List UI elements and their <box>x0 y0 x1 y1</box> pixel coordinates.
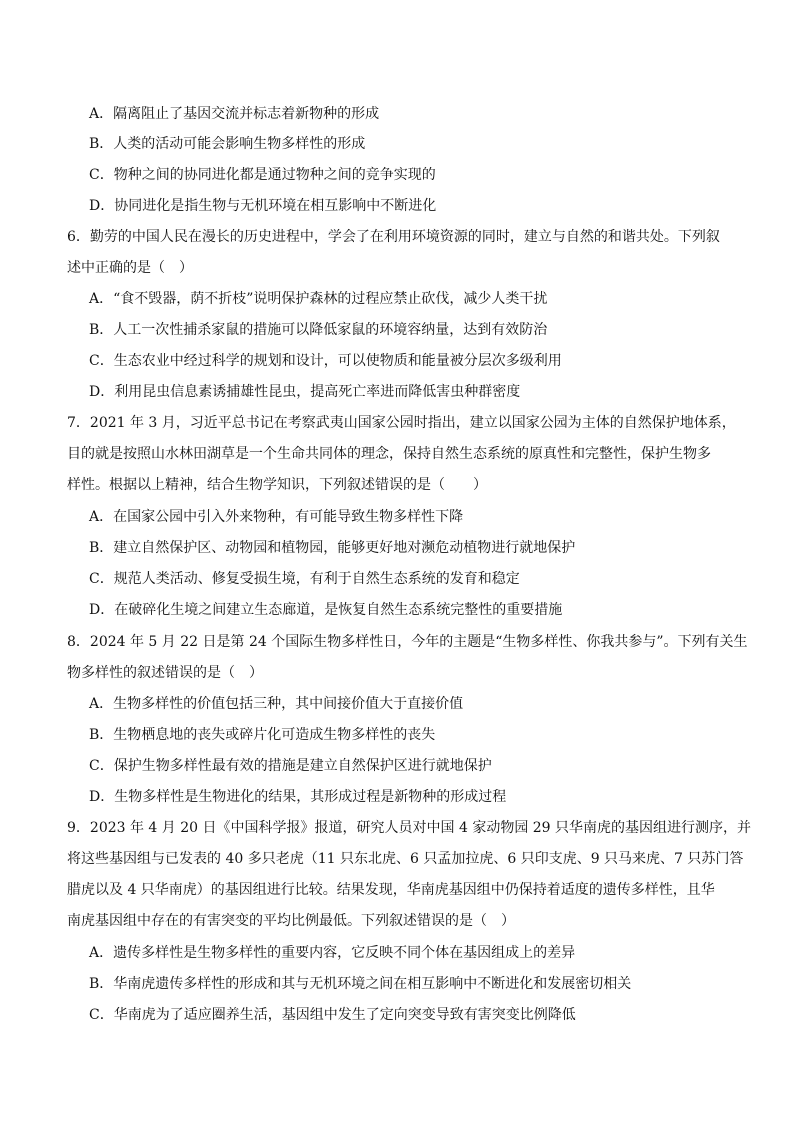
q7-option-a: A．在国家公园中引入外来物种，有可能导致生物多样性下降 <box>89 509 464 525</box>
q6-option-a: A．“食不毁器，荫不折枝”说明保护森林的过程应禁止砍伐，减少人类干扰 <box>89 291 548 307</box>
q6-option-c: C．生态农业中经过科学的规划和设计，可以使物质和能量被分层次多级利用 <box>89 353 562 369</box>
q5-option-b: B．人类的活动可能会影响生物多样性的形成 <box>89 136 366 152</box>
q8-option-c: C．保护生物多样性最有效的措施是建立自然保护区进行就地保护 <box>89 758 492 774</box>
q9-option-a: A．遗传多样性是生物多样性的重要内容，它反映不同个体在基因组成上的差异 <box>89 945 576 961</box>
q9-stem-line-1: 9．2023 年 4 月 20 日《中国科学报》报道，研究人员对中国 4 家动物园 29 只华南虎的基因组进行测序，并 <box>67 820 752 836</box>
q7-option-b: B．建立自然保护区、动物园和植物园，能够更好地对濒危动植物进行就地保护 <box>89 540 576 556</box>
q6-option-b: B．人工一次性捕杀家鼠的措施可以降低家鼠的环境容纳量，达到有效防治 <box>89 322 548 338</box>
q9-stem-line-3: 腊虎以及 4 只华南虎）的基因组进行比较。结果发现，华南虎基因组中仍保持着适度的遗传多样性，且华 <box>67 882 715 898</box>
q5-option-a: A．隔离阻止了基因交流并标志着新物种的形成 <box>89 106 380 122</box>
q9-stem-line-2: 将这些基因组与已发表的 40 多只老虎（11 只东北虎、6 只孟加拉虎、6 只印支虎、9 只马来虎、7 只苏门答 <box>67 851 744 867</box>
q7-stem-line-3: 样性。根据以上精神，结合生物学知识，下列叙述错误的是（ ） <box>67 477 487 493</box>
q9-option-c: C．华南虎为了适应圈养生活，基因组中发生了定向突变导致有害突变比例降低 <box>89 1007 576 1023</box>
q5-option-c: C．物种之间的协同进化都是通过物种之间的竞争实现的 <box>89 167 436 183</box>
q7-stem-line-2: 目的就是按照山水林田湖草是一个生命共同体的理念，保持自然生态系统的原真性和完整性，保护生物多 <box>67 446 711 462</box>
q8-option-a: A．生物多样性的价值包括三种，其中间接价值大于直接价值 <box>89 696 464 712</box>
q8-stem-line-1: 8．2024 年 5 月 22 日是第 24 个国际生物多样性日，今年的主题是“生物多样性、你我共参与”。下列有关生 <box>67 634 748 650</box>
q7-stem-line-1: 7．2021 年 3 月，习近平总书记在考察武夷山国家公园时指出，建立以国家公园为主体的自然保护地体系， <box>67 415 736 431</box>
q8-option-b: B．生物栖息地的丧失或碎片化可造成生物多样性的丧失 <box>89 727 436 743</box>
q8-stem-line-2: 物多样性的叙述错误的是（ ） <box>67 665 263 681</box>
q6-stem-line-2: 述中正确的是（ ） <box>67 260 193 276</box>
q6-stem-line-1: 6．勤劳的中国人民在漫长的历史进程中，学会了在利用环境资源的同时，建立与自然的和谐共处。下列叙 <box>67 229 720 245</box>
q5-option-d: D．协同进化是指生物与无机环境在相互影响中不断进化 <box>89 198 437 214</box>
q6-option-d: D．利用昆虫信息素诱捕雄性昆虫，提高死亡率进而降低害虫种群密度 <box>89 384 521 400</box>
q7-option-c: C．规范人类活动、修复受损生境，有利于自然生态系统的发育和稳定 <box>89 571 520 587</box>
q7-option-d: D．在破碎化生境之间建立生态廊道，是恢复自然生态系统完整性的重要措施 <box>89 602 563 618</box>
q9-option-b: B．华南虎遗传多样性的形成和其与无机环境之间在相互影响中不断进化和发展密切相关 <box>89 976 632 992</box>
q8-option-d: D．生物多样性是生物进化的结果，其形成过程是新物种的形成过程 <box>89 789 507 805</box>
q9-stem-line-4: 南虎基因组中存在的有害突变的平均比例最低。下列叙述错误的是（ ） <box>67 913 515 929</box>
